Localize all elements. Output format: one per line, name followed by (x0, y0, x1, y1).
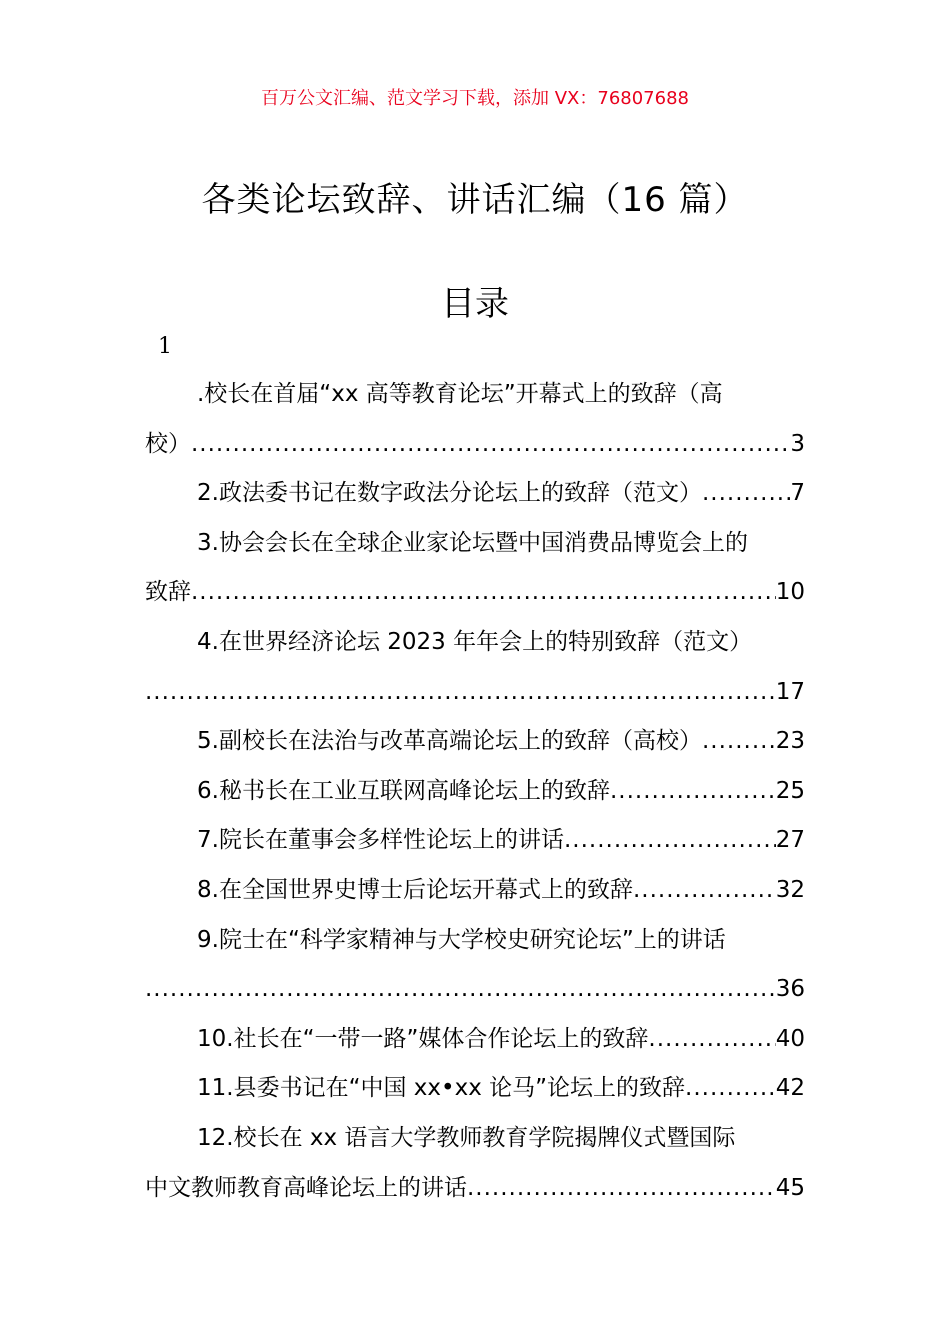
toc-entry-title: 3.协会会长在全球企业家论坛暨中国消费品博览会上的 (197, 529, 748, 556)
toc-entry-page: 10 (775, 579, 805, 606)
toc-entry[interactable] (145, 370, 805, 469)
stray-number: 1 (158, 334, 172, 359)
toc-entry[interactable] (145, 866, 805, 916)
toc-entry-title: 12.校长在 xx 语言大学教师教育学院揭牌仪式暨国际 (197, 1124, 736, 1151)
toc-entry-title: 8.在全国世界史博士后论坛开幕式上的致辞 (197, 876, 633, 903)
toc-entry-page: 17 (775, 678, 805, 705)
toc-heading: 目录 (441, 284, 509, 324)
toc-entry[interactable] (145, 1114, 805, 1213)
dot-leader (145, 965, 776, 1015)
toc-entry-title-cont: 中文教师教育高峰论坛上的讲话 (145, 1174, 467, 1201)
toc-entry[interactable] (145, 767, 805, 817)
toc-entry[interactable] (145, 618, 805, 717)
dot-leader (702, 469, 790, 519)
toc-entry-title: 10.社长在“一带一路”媒体合作论坛上的致辞 (197, 1025, 649, 1052)
toc-entry-page: 27 (775, 827, 805, 854)
toc-entry-title: 11.县委书记在“中国 xx•xx 论马”论坛上的致辞 (197, 1075, 686, 1102)
toc-entry[interactable] (145, 519, 805, 618)
toc-entry-title: 5.副校长在法治与改革高端论坛上的致辞（高校） (197, 728, 702, 755)
toc-entry-page: 42 (775, 1075, 805, 1102)
dot-leader (685, 1064, 776, 1114)
toc-entry-page: 40 (775, 1025, 805, 1052)
dot-leader (467, 1164, 776, 1214)
toc-entry-title: 9.院士在“科学家精神与大学校史研究论坛”上的讲话 (197, 926, 726, 953)
toc-entry-page: 32 (775, 876, 805, 903)
toc-entry-title: 7.院长在董事会多样性论坛上的讲话 (197, 827, 564, 854)
toc-entry[interactable] (145, 1015, 805, 1065)
toc-entry-title-cont: 致辞 (145, 579, 191, 606)
document-title: 各类论坛致辞、讲话汇编（16 篇） (201, 180, 749, 220)
toc-entry-page: 7 (790, 480, 805, 507)
dot-leader (702, 717, 776, 767)
dot-leader (191, 420, 790, 470)
watermark-banner: 百万公文汇编、范文学习下载，添加 VX：76807688 (261, 88, 689, 109)
toc-entry-page: 36 (775, 976, 805, 1003)
toc-entry-title: .校长在首届“xx 高等教育论坛”开幕式上的致辞（高 (197, 381, 723, 407)
toc-entry-page: 25 (775, 777, 805, 804)
dot-leader (648, 1015, 775, 1065)
dot-leader (610, 767, 776, 817)
toc-entry-page: 45 (775, 1174, 805, 1201)
dot-leader (564, 816, 776, 866)
toc-entry-title: 2.政法委书记在数字政法分论坛上的致辞（范文） (197, 480, 702, 507)
dot-leader (145, 668, 776, 718)
toc-entry-page: 3 (790, 430, 805, 457)
toc-entry[interactable] (145, 816, 805, 866)
dot-leader (633, 866, 776, 916)
toc-entry-page: 23 (775, 728, 805, 755)
dot-leader (191, 568, 776, 618)
toc-entry[interactable] (145, 717, 805, 767)
toc-entry-title: 6.秘书长在工业互联网高峰论坛上的致辞 (197, 777, 610, 804)
toc-entry[interactable] (145, 469, 805, 519)
table-of-contents (145, 370, 805, 1213)
toc-entry-title: 4.在世界经济论坛 2023 年年会上的特别致辞（范文） (197, 628, 753, 655)
toc-entry-title-cont: 校） (145, 430, 191, 457)
toc-entry[interactable] (145, 916, 805, 1015)
toc-entry[interactable] (145, 1064, 805, 1114)
